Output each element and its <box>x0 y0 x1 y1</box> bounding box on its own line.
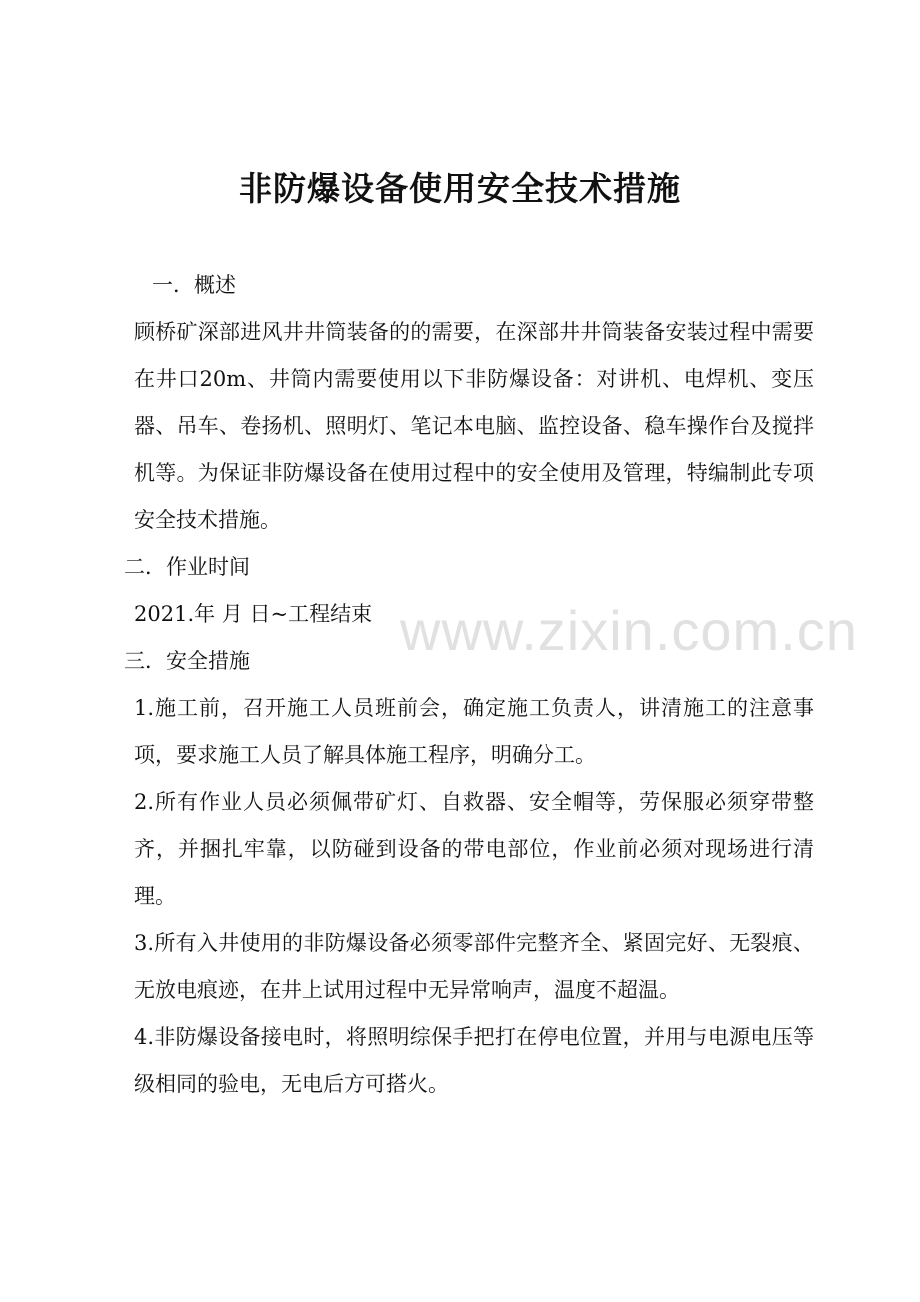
list-item-measure-4: 4.非防爆设备接电时，将照明综保手把打在停电位置，并用与电源电压等级相同的验电，无电后方可搭火。 <box>134 1025 814 1096</box>
list-item-measure-3: 3.所有入井使用的非防爆设备必须零部件完整齐全、紧固完好、无裂痕、无放电痕迹，在井上试用过程中无异常响声，温度不超温。 <box>134 931 814 1002</box>
list-item-measure-1: 1.施工前，召开施工人员班前会，确定施工负责人，讲清施工的注意事项，要求施工人员了解具体施工程序，明确分工。 <box>134 696 814 767</box>
paragraph-overview: 顾桥矿深部进风井井筒装备的的需要，在深部井井筒装备安装过程中需要在井口20m、井筒内需要使用以下非防爆设备：对讲机、电焊机、变压器、吊车、卷扬机、照明灯、笔记本电脑、监控设备、稳车操作台及搅拌机等。为保证非防爆设备在使用过程中的安全使用及管理，特编制此专项安全技术措施。 <box>134 320 814 532</box>
section-heading-overview: 一．概述 <box>152 273 236 297</box>
document-body <box>124 262 814 1108</box>
section-heading-safety-measures: 三．安全措施 <box>124 649 250 673</box>
document-title: 非防爆设备使用安全技术措施 <box>239 169 681 208</box>
list-item-measure-2: 2.所有作业人员必须佩带矿灯、自救器、安全帽等，劳保服必须穿带整齐，并捆扎牢靠，以防碰到设备的带电部位，作业前必须对现场进行清理。 <box>134 790 814 908</box>
section-heading-work-time: 二．作业时间 <box>124 555 250 579</box>
paragraph-work-time: 2021.年 月 日~工程结束 <box>134 602 373 626</box>
watermark: www.zixin.com.cn <box>400 599 858 662</box>
